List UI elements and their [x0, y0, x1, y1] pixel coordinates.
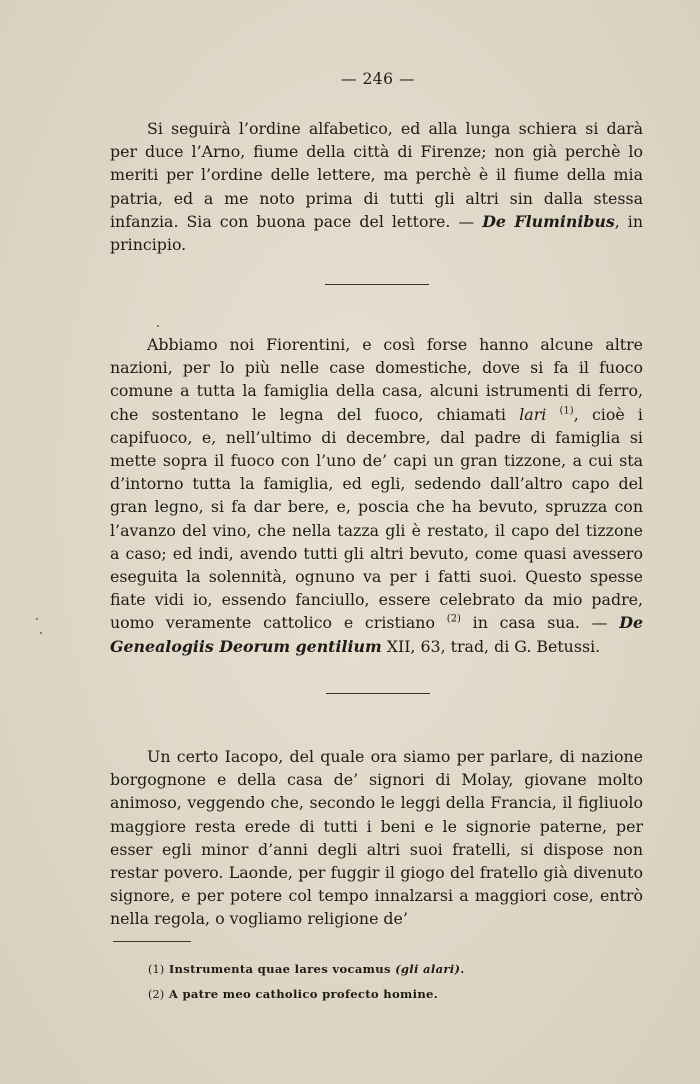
- paper-speck: [40, 632, 42, 634]
- footnote-mark: (1): [148, 963, 165, 976]
- source-tail: , in principio.: [110, 211, 643, 255]
- paper-speck: [36, 618, 38, 620]
- footnote-end: .: [460, 962, 465, 976]
- footnote-text: Instrumenta quae lares vocamus: [168, 962, 396, 976]
- footnote-note: (gli alari): [395, 962, 461, 976]
- footnote-ref-2: (2): [446, 614, 461, 626]
- paragraph-lari: [110, 333, 643, 658]
- paragraph-text: Si seguirà l’ordine alfabetico, ed alla lunga schiera si darà per duce l’Arno, fiume della città di Firenze; non già perchè lo meriti per l’ordine delle lettere, ma perchè è il fiume della mia patria, ed a me noto prima di tutti gli altri sin dalla stessa infanzia. Sia con buona pace del lettore. —: [110, 119, 643, 231]
- section-divider: [325, 284, 429, 285]
- page-number: — 246 —: [341, 70, 415, 88]
- paragraph-text: Un certo Iacopo, del quale ora siamo per parlare, di nazione borgognone e della casa de’ signori di Molay, giovane molto animoso, veggendo che, secondo le leggi della Francia, il figliuolo maggiore resta erede di tutti i beni e le signorie paterne, per esser egli minor d’anni degli altri suoi fratelli, si dispose non restar povero. Laonde, per fuggir il giogo del fratello già divenuto signore, e per potere col tempo innalzarsi a maggiori cose, entrò nella regola, o vogliamo religione de’: [110, 747, 643, 929]
- footnote-2: [148, 987, 438, 1001]
- footnote-ref-1: (1): [559, 405, 574, 417]
- source-tail: XII, 63, trad, di G. Betussi.: [381, 636, 601, 656]
- section-divider: [326, 693, 430, 694]
- footnote-1: [148, 962, 465, 976]
- footnote-divider: [113, 941, 191, 942]
- footnote-mark: (2): [148, 988, 165, 1001]
- paper-speck: [157, 325, 159, 327]
- source-title: De Fluminibus: [482, 211, 615, 231]
- paragraph-iacopo: [110, 745, 643, 931]
- term-lari: lari: [519, 404, 547, 424]
- footnote-text: A patre meo catholico profecto homine.: [168, 987, 439, 1001]
- paragraph-text: in casa sua. —: [460, 613, 620, 633]
- source-title: De Genealogiis Deorum gentilium: [110, 613, 643, 656]
- paragraph-text: Abbiamo noi Fiorentini, e così forse hanno alcune altre nazioni, per lo più nelle case domestiche, dove si fa il fuoco comune a tutta la famiglia della casa, alcuni istrumenti di ferro, che sostentano le legna del fuoco, chiamati: [110, 335, 643, 424]
- paragraph-arno: [110, 117, 643, 256]
- paragraph-text: , cioè i capifuoco, e, nell’ultimo di decembre, dal padre di famiglia si mette sopra il fuoco con l’uno de’ capi un gran tizzone, a cui sta d’intorno tutta la famiglia, ed egli, sedendo dall’altro capo del gran legno, si fa dar bere, e, poscia che ha bevuto, spruzza con l’avanzo del vino, che nella tazza gli è restato, il capo del tizzone a caso; ed indi, avendo tutti gli altri bevuto, come quasi avessero eseguita la solennità, ognuno va per i fatti suoi. Questo spesse fiate vidi io, essendo fanciullo, essere celebrato da mio padre, uomo veramente cattolico e cristiano: [110, 404, 643, 633]
